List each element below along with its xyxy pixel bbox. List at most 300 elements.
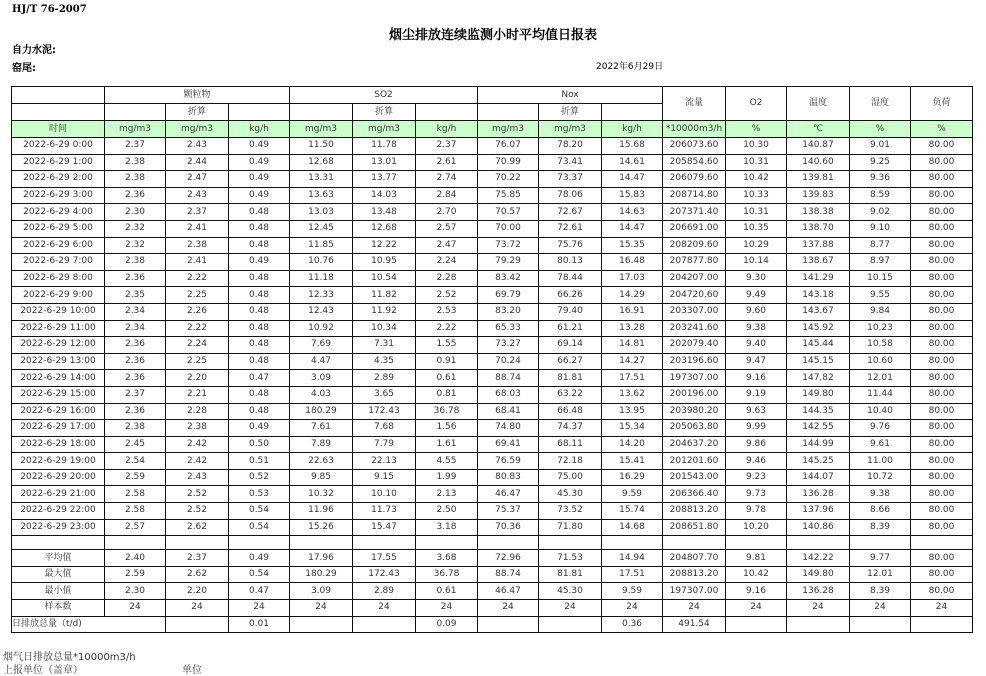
summary-value: 2.62 xyxy=(166,566,229,583)
value-cell: 10.76 xyxy=(290,254,353,271)
value-cell: 1.56 xyxy=(416,420,478,437)
value-cell: 2.42 xyxy=(166,453,229,470)
value-cell: 2.52 xyxy=(166,503,229,520)
value-cell: 70.22 xyxy=(478,171,539,188)
time-cell: 2022-6-29 14:00 xyxy=(12,370,105,387)
value-cell: 72.18 xyxy=(539,453,602,470)
value-cell: 14.27 xyxy=(602,353,663,370)
value-cell: 0.61 xyxy=(416,370,478,387)
summary-row xyxy=(12,550,973,567)
summary-value: 8.39 xyxy=(850,583,911,600)
summary-value: 72.96 xyxy=(478,550,539,567)
summary-row xyxy=(12,566,973,583)
time-cell: 2022-6-29 16:00 xyxy=(12,403,105,420)
value-cell: 2.57 xyxy=(105,519,166,536)
data-row xyxy=(12,138,973,155)
value-cell: 70.24 xyxy=(478,353,539,370)
daily-total-label: 日排放总量（t/d) xyxy=(12,616,105,633)
value-cell: 9.84 xyxy=(850,303,911,320)
header-row-units xyxy=(12,121,973,138)
value-cell: 145.25 xyxy=(787,453,850,470)
value-cell: 2.52 xyxy=(416,287,478,304)
value-cell: 9.23 xyxy=(726,469,787,486)
value-cell: 15.74 xyxy=(602,503,663,520)
time-cell: 2022-6-29 0:00 xyxy=(12,138,105,155)
value-cell: 2.36 xyxy=(105,353,166,370)
value-cell: 80.00 xyxy=(911,337,973,354)
data-row xyxy=(12,403,973,420)
summary-value: 204807.70 xyxy=(663,550,726,567)
value-cell: 14.47 xyxy=(602,220,663,237)
value-cell: 0.48 xyxy=(229,287,290,304)
blank-row xyxy=(12,536,973,550)
value-cell: 11.78 xyxy=(353,138,416,155)
summary-value: 136.28 xyxy=(787,583,850,600)
value-cell: 145.15 xyxy=(787,353,850,370)
value-cell: 70.36 xyxy=(478,519,539,536)
value-cell: 2.37 xyxy=(166,204,229,221)
value-cell: 149.80 xyxy=(787,386,850,403)
time-cell: 2022-6-29 22:00 xyxy=(12,503,105,520)
header-group: Nox xyxy=(478,87,663,104)
value-cell: 83.20 xyxy=(478,303,539,320)
value-cell: 80.00 xyxy=(911,138,973,155)
value-cell: 0.49 xyxy=(229,187,290,204)
value-cell: 140.60 xyxy=(787,154,850,171)
value-cell: 0.49 xyxy=(229,420,290,437)
report-date: 2022年6月29日 xyxy=(596,62,664,72)
value-cell: 46.47 xyxy=(478,486,539,503)
value-cell: 0.50 xyxy=(229,436,290,453)
value-cell: 14.29 xyxy=(602,287,663,304)
time-cell: 2022-6-29 3:00 xyxy=(12,187,105,204)
value-cell: 2.25 xyxy=(166,353,229,370)
value-cell: 2.24 xyxy=(166,337,229,354)
value-cell: 9.36 xyxy=(850,171,911,188)
summary-value: 197307.00 xyxy=(663,583,726,600)
summary-value: 3.68 xyxy=(416,550,478,567)
time-cell: 2022-6-29 15:00 xyxy=(12,386,105,403)
value-cell: 2.36 xyxy=(105,337,166,354)
value-cell: 80.00 xyxy=(911,453,973,470)
header-unit: mg/m3 xyxy=(105,121,166,138)
value-cell: 172.43 xyxy=(353,403,416,420)
summary-value: 0.47 xyxy=(229,583,290,600)
summary-value: 24 xyxy=(787,600,850,617)
time-cell: 2022-6-29 1:00 xyxy=(12,154,105,171)
value-cell: 0.52 xyxy=(229,469,290,486)
value-cell: 2.36 xyxy=(105,403,166,420)
kiln-label: 窑尾: xyxy=(12,63,36,74)
value-cell: 66.27 xyxy=(539,353,602,370)
value-cell: 0.54 xyxy=(229,519,290,536)
value-cell: 2.53 xyxy=(416,303,478,320)
value-cell: 139.83 xyxy=(787,187,850,204)
value-cell: 12.68 xyxy=(353,220,416,237)
blank-cell xyxy=(166,536,229,550)
value-cell: 70.57 xyxy=(478,204,539,221)
daily-total-value: 0.36 xyxy=(602,616,663,633)
data-row xyxy=(12,353,973,370)
value-cell: 9.15 xyxy=(353,469,416,486)
value-cell: 206073.60 xyxy=(663,138,726,155)
summary-value: 149.80 xyxy=(787,566,850,583)
value-cell: 207877.80 xyxy=(663,254,726,271)
time-cell: 2022-6-29 4:00 xyxy=(12,204,105,221)
summary-value: 208813.20 xyxy=(663,566,726,583)
blank-cell xyxy=(105,536,166,550)
value-cell: 9.10 xyxy=(850,220,911,237)
value-cell: 9.61 xyxy=(850,436,911,453)
value-cell: 0.48 xyxy=(229,353,290,370)
value-cell: 2.43 xyxy=(166,138,229,155)
value-cell: 0.91 xyxy=(416,353,478,370)
value-cell: 8.59 xyxy=(850,187,911,204)
data-row xyxy=(12,386,973,403)
header-blank xyxy=(290,104,353,121)
value-cell: 9.30 xyxy=(726,270,787,287)
summary-label: 最大值 xyxy=(12,566,105,583)
value-cell: 138.70 xyxy=(787,220,850,237)
value-cell: 16.91 xyxy=(602,303,663,320)
value-cell: 7.31 xyxy=(353,337,416,354)
value-cell: 15.83 xyxy=(602,187,663,204)
daily-total-value xyxy=(353,616,416,633)
daily-total-value xyxy=(290,616,353,633)
value-cell: 12.22 xyxy=(353,237,416,254)
data-row xyxy=(12,420,973,437)
value-cell: 2.89 xyxy=(353,370,416,387)
daily-total-value xyxy=(166,616,229,633)
header-unit: % xyxy=(850,121,911,138)
daily-total-value xyxy=(478,616,539,633)
value-cell: 10.14 xyxy=(726,254,787,271)
value-cell: 138.38 xyxy=(787,204,850,221)
value-cell: 7.61 xyxy=(290,420,353,437)
blank-cell xyxy=(726,536,787,550)
time-cell: 2022-6-29 10:00 xyxy=(12,303,105,320)
value-cell: 11.00 xyxy=(850,453,911,470)
value-cell: 2.20 xyxy=(166,370,229,387)
value-cell: 2.58 xyxy=(105,503,166,520)
report-table xyxy=(11,86,973,633)
value-cell: 63.22 xyxy=(539,386,602,403)
value-cell: 142.55 xyxy=(787,420,850,437)
value-cell: 10.42 xyxy=(726,171,787,188)
data-row xyxy=(12,154,973,171)
value-cell: 2.57 xyxy=(416,220,478,237)
value-cell: 15.47 xyxy=(353,519,416,536)
value-cell: 13.03 xyxy=(290,204,353,221)
header-blank xyxy=(602,104,663,121)
data-row xyxy=(12,254,973,271)
daily-total-value xyxy=(911,616,973,633)
value-cell: 144.07 xyxy=(787,469,850,486)
value-cell: 80.00 xyxy=(911,287,973,304)
value-cell: 2.25 xyxy=(166,287,229,304)
value-cell: 13.48 xyxy=(353,204,416,221)
header-unit: % xyxy=(726,121,787,138)
value-cell: 12.68 xyxy=(290,154,353,171)
standard-code: HJ/T 76-2007 xyxy=(12,4,87,15)
value-cell: 2.13 xyxy=(416,486,478,503)
time-cell: 2022-6-29 8:00 xyxy=(12,270,105,287)
value-cell: 2.52 xyxy=(166,486,229,503)
value-cell: 10.60 xyxy=(850,353,911,370)
value-cell: 9.19 xyxy=(726,386,787,403)
blank-cell xyxy=(850,536,911,550)
value-cell: 1.55 xyxy=(416,337,478,354)
value-cell: 10.15 xyxy=(850,270,911,287)
summary-value: 88.74 xyxy=(478,566,539,583)
header-unit: mg/m3 xyxy=(166,121,229,138)
value-cell: 2.22 xyxy=(166,270,229,287)
value-cell: 145.44 xyxy=(787,337,850,354)
value-cell: 2.37 xyxy=(105,138,166,155)
daily-total-value xyxy=(539,616,602,633)
daily-total-row xyxy=(12,616,973,633)
value-cell: 22.63 xyxy=(290,453,353,470)
daily-total-value xyxy=(787,616,850,633)
unit-label: 单位 xyxy=(182,665,202,676)
time-cell: 2022-6-29 23:00 xyxy=(12,519,105,536)
value-cell: 9.76 xyxy=(850,420,911,437)
data-row xyxy=(12,453,973,470)
value-cell: 203196.60 xyxy=(663,353,726,370)
summary-value: 3.09 xyxy=(290,583,353,600)
value-cell: 80.00 xyxy=(911,204,973,221)
value-cell: 45.30 xyxy=(539,486,602,503)
summary-value: 12.01 xyxy=(850,566,911,583)
value-cell: 80.00 xyxy=(911,420,973,437)
value-cell: 2.38 xyxy=(105,171,166,188)
value-cell: 69.79 xyxy=(478,287,539,304)
value-cell: 2.70 xyxy=(416,204,478,221)
value-cell: 2.61 xyxy=(416,154,478,171)
value-cell: 80.00 xyxy=(911,187,973,204)
value-cell: 2.58 xyxy=(105,486,166,503)
value-cell: 1.99 xyxy=(416,469,478,486)
summary-value: 71.53 xyxy=(539,550,602,567)
value-cell: 141.29 xyxy=(787,270,850,287)
blank-cell xyxy=(539,536,602,550)
value-cell: 0.49 xyxy=(229,154,290,171)
value-cell: 8.77 xyxy=(850,237,911,254)
summary-value: 80.00 xyxy=(911,566,973,583)
value-cell: 17.03 xyxy=(602,270,663,287)
value-cell: 78.44 xyxy=(539,270,602,287)
summary-label: 样本数 xyxy=(12,600,105,617)
value-cell: 80.00 xyxy=(911,171,973,188)
summary-value: 2.30 xyxy=(105,583,166,600)
value-cell: 138.67 xyxy=(787,254,850,271)
value-cell: 2.37 xyxy=(105,386,166,403)
header-unit: ℃ xyxy=(787,121,850,138)
header-single: 湿度 xyxy=(850,87,911,121)
value-cell: 0.48 xyxy=(229,403,290,420)
value-cell: 14.20 xyxy=(602,436,663,453)
value-cell: 0.48 xyxy=(229,337,290,354)
time-cell: 2022-6-29 7:00 xyxy=(12,254,105,271)
header-time: 时间 xyxy=(12,121,105,138)
value-cell: 9.02 xyxy=(850,204,911,221)
value-cell: 13.01 xyxy=(353,154,416,171)
value-cell: 11.92 xyxy=(353,303,416,320)
data-row xyxy=(12,171,973,188)
value-cell: 2.47 xyxy=(166,171,229,188)
value-cell: 70.00 xyxy=(478,220,539,237)
value-cell: 2.44 xyxy=(166,154,229,171)
summary-value: 24 xyxy=(353,600,416,617)
value-cell: 8.97 xyxy=(850,254,911,271)
value-cell: 80.00 xyxy=(911,154,973,171)
value-cell: 69.41 xyxy=(478,436,539,453)
value-cell: 2.62 xyxy=(166,519,229,536)
header-row-groups xyxy=(12,87,973,104)
value-cell: 208813.20 xyxy=(663,503,726,520)
value-cell: 75.76 xyxy=(539,237,602,254)
reporter-label: 上报单位（盖章） xyxy=(3,665,83,676)
value-cell: 9.49 xyxy=(726,287,787,304)
value-cell: 9.47 xyxy=(726,353,787,370)
value-cell: 10.92 xyxy=(290,320,353,337)
summary-value: 24 xyxy=(602,600,663,617)
value-cell: 2.32 xyxy=(105,237,166,254)
blank-cell xyxy=(478,536,539,550)
value-cell: 13.63 xyxy=(290,187,353,204)
summary-value: 24 xyxy=(416,600,478,617)
value-cell: 80.00 xyxy=(911,237,973,254)
value-cell: 15.26 xyxy=(290,519,353,536)
value-cell: 2.38 xyxy=(105,254,166,271)
value-cell: 14.63 xyxy=(602,204,663,221)
value-cell: 2.38 xyxy=(105,154,166,171)
value-cell: 137.88 xyxy=(787,237,850,254)
value-cell: 9.40 xyxy=(726,337,787,354)
time-cell: 2022-6-29 5:00 xyxy=(12,220,105,237)
summary-label: 平均值 xyxy=(12,550,105,567)
summary-value: 17.96 xyxy=(290,550,353,567)
value-cell: 10.23 xyxy=(850,320,911,337)
value-cell: 81.81 xyxy=(539,370,602,387)
value-cell: 9.01 xyxy=(850,138,911,155)
value-cell: 80.00 xyxy=(911,370,973,387)
value-cell: 139.81 xyxy=(787,171,850,188)
data-row xyxy=(12,187,973,204)
value-cell: 9.55 xyxy=(850,287,911,304)
blank-cell xyxy=(663,536,726,550)
value-cell: 3.09 xyxy=(290,370,353,387)
value-cell: 144.99 xyxy=(787,436,850,453)
time-cell: 2022-6-29 9:00 xyxy=(12,287,105,304)
value-cell: 72.61 xyxy=(539,220,602,237)
summary-value: 80.00 xyxy=(911,550,973,567)
value-cell: 61.21 xyxy=(539,320,602,337)
value-cell: 78.06 xyxy=(539,187,602,204)
value-cell: 10.54 xyxy=(353,270,416,287)
value-cell: 0.48 xyxy=(229,303,290,320)
summary-row xyxy=(12,600,973,617)
daily-total-value xyxy=(726,616,787,633)
value-cell: 9.59 xyxy=(602,486,663,503)
value-cell: 10.29 xyxy=(726,237,787,254)
value-cell: 10.72 xyxy=(850,469,911,486)
summary-value: 24 xyxy=(229,600,290,617)
value-cell: 15.34 xyxy=(602,420,663,437)
value-cell: 80.00 xyxy=(911,303,973,320)
value-cell: 208651.80 xyxy=(663,519,726,536)
value-cell: 205063.80 xyxy=(663,420,726,437)
value-cell: 204637.20 xyxy=(663,436,726,453)
time-cell: 2022-6-29 6:00 xyxy=(12,237,105,254)
value-cell: 2.36 xyxy=(105,187,166,204)
value-cell: 203980.20 xyxy=(663,403,726,420)
value-cell: 80.00 xyxy=(911,270,973,287)
header-blank xyxy=(105,104,166,121)
value-cell: 0.48 xyxy=(229,386,290,403)
value-cell: 144.35 xyxy=(787,403,850,420)
summary-value: 142.22 xyxy=(787,550,850,567)
header-unit: mg/m3 xyxy=(290,121,353,138)
value-cell: 74.37 xyxy=(539,420,602,437)
value-cell: 79.40 xyxy=(539,303,602,320)
value-cell: 16.48 xyxy=(602,254,663,271)
header-group: SO2 xyxy=(290,87,478,104)
value-cell: 10.58 xyxy=(850,337,911,354)
value-cell: 206079.60 xyxy=(663,171,726,188)
value-cell: 9.86 xyxy=(726,436,787,453)
value-cell: 200196.00 xyxy=(663,386,726,403)
company-label: 自力水泥: xyxy=(12,45,56,56)
value-cell: 9.46 xyxy=(726,453,787,470)
data-row xyxy=(12,287,973,304)
value-cell: 10.35 xyxy=(726,220,787,237)
value-cell: 13.62 xyxy=(602,386,663,403)
value-cell: 15.41 xyxy=(602,453,663,470)
value-cell: 137.96 xyxy=(787,503,850,520)
value-cell: 80.00 xyxy=(911,320,973,337)
value-cell: 73.27 xyxy=(478,337,539,354)
summary-value: 24 xyxy=(663,600,726,617)
value-cell: 2.41 xyxy=(166,254,229,271)
value-cell: 80.00 xyxy=(911,386,973,403)
value-cell: 80.00 xyxy=(911,220,973,237)
value-cell: 207371.40 xyxy=(663,204,726,221)
summary-value: 9.16 xyxy=(726,583,787,600)
value-cell: 80.13 xyxy=(539,254,602,271)
header-unit: kg/h xyxy=(416,121,478,138)
blank-cell xyxy=(787,536,850,550)
value-cell: 17.51 xyxy=(602,370,663,387)
value-cell: 145.92 xyxy=(787,320,850,337)
daily-total-value: 491.54 xyxy=(663,616,726,633)
value-cell: 10.20 xyxy=(726,519,787,536)
value-cell: 147.82 xyxy=(787,370,850,387)
value-cell: 74.80 xyxy=(478,420,539,437)
value-cell: 4.35 xyxy=(353,353,416,370)
summary-value: 2.37 xyxy=(166,550,229,567)
value-cell: 73.41 xyxy=(539,154,602,171)
summary-value: 17.55 xyxy=(353,550,416,567)
value-cell: 9.60 xyxy=(726,303,787,320)
value-cell: 80.00 xyxy=(911,353,973,370)
value-cell: 75.85 xyxy=(478,187,539,204)
page-title: 烟尘排放连续监测小时平均值日报表 xyxy=(388,28,597,43)
summary-value: 81.81 xyxy=(539,566,602,583)
value-cell: 0.48 xyxy=(229,320,290,337)
value-cell: 80.00 xyxy=(911,503,973,520)
value-cell: 143.67 xyxy=(787,303,850,320)
